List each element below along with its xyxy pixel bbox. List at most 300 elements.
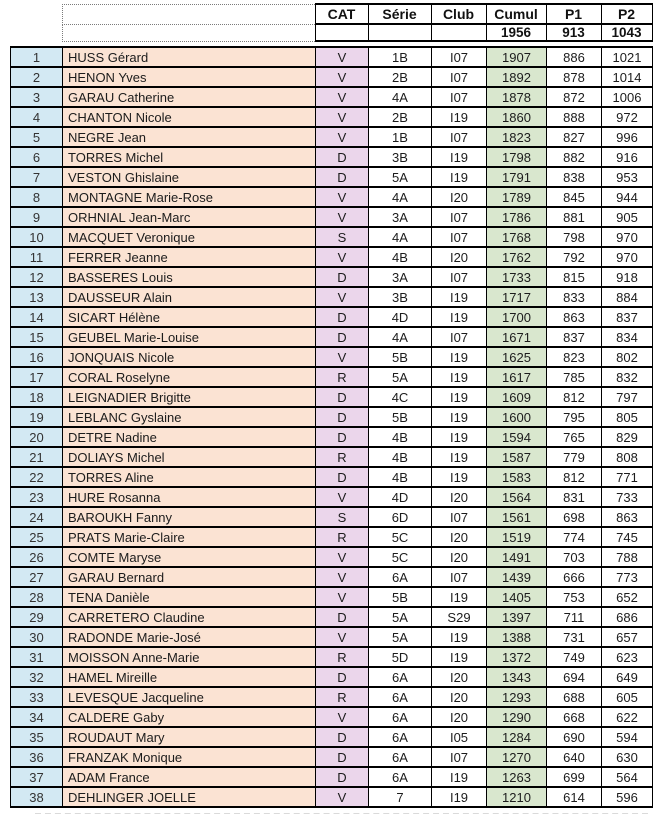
cat-cell[interactable]: D <box>316 327 369 347</box>
p1-cell[interactable]: 792 <box>547 247 602 267</box>
serie-cell[interactable]: 5D <box>369 647 432 667</box>
p1-cell[interactable]: 812 <box>547 467 602 487</box>
p2-cell[interactable]: 944 <box>602 187 653 207</box>
cat-cell[interactable]: V <box>316 67 369 87</box>
serie-cell[interactable]: 6A <box>369 667 432 687</box>
p2-cell[interactable]: 745 <box>602 527 653 547</box>
cumul-cell[interactable]: 1519 <box>487 527 547 547</box>
rank-cell[interactable]: 4 <box>11 107 63 127</box>
p2-cell[interactable]: 918 <box>602 267 653 287</box>
club-cell[interactable]: I19 <box>432 347 487 367</box>
name-cell[interactable]: DOLIAYS Michel <box>63 447 316 467</box>
serie-cell[interactable]: 1B <box>369 127 432 147</box>
name-cell[interactable]: LEVESQUE Jacqueline <box>63 687 316 707</box>
club-cell[interactable]: I07 <box>432 87 487 107</box>
totals-cumul[interactable]: 1956 <box>486 24 546 41</box>
cumul-cell[interactable]: 1270 <box>487 747 547 767</box>
rank-cell[interactable]: 6 <box>11 147 63 167</box>
cat-cell[interactable]: V <box>316 47 369 67</box>
p1-cell[interactable]: 694 <box>547 667 602 687</box>
p2-cell[interactable]: 1014 <box>602 67 653 87</box>
cumul-cell[interactable]: 1798 <box>487 147 547 167</box>
cumul-cell[interactable]: 1878 <box>487 87 547 107</box>
club-cell[interactable]: I19 <box>432 427 487 447</box>
cat-cell[interactable]: D <box>316 147 369 167</box>
serie-cell[interactable]: 4B <box>369 427 432 447</box>
p1-cell[interactable]: 886 <box>547 47 602 67</box>
p2-cell[interactable]: 797 <box>602 387 653 407</box>
rank-cell[interactable]: 26 <box>11 547 63 567</box>
name-cell[interactable]: MOISSON Anne-Marie <box>63 647 316 667</box>
header-p1[interactable]: P1 <box>546 4 601 24</box>
cat-cell[interactable]: R <box>316 687 369 707</box>
p2-cell[interactable]: 605 <box>602 687 653 707</box>
club-cell[interactable]: I19 <box>432 647 487 667</box>
cumul-cell[interactable]: 1491 <box>487 547 547 567</box>
club-cell[interactable]: I07 <box>432 507 487 527</box>
cumul-cell[interactable]: 1405 <box>487 587 547 607</box>
serie-cell[interactable]: 4A <box>369 327 432 347</box>
cat-cell[interactable]: D <box>316 307 369 327</box>
p2-cell[interactable]: 970 <box>602 227 653 247</box>
cat-cell[interactable]: D <box>316 767 369 787</box>
club-cell[interactable]: I19 <box>432 107 487 127</box>
club-cell[interactable]: I07 <box>432 207 487 227</box>
rank-cell[interactable]: 14 <box>11 307 63 327</box>
name-cell[interactable]: LEIGNADIER Brigitte <box>63 387 316 407</box>
name-cell[interactable]: TORRES Michel <box>63 147 316 167</box>
p2-cell[interactable]: 564 <box>602 767 653 787</box>
name-cell[interactable]: ROUDAUT Mary <box>63 727 316 747</box>
p1-cell[interactable]: 668 <box>547 707 602 727</box>
p1-cell[interactable]: 845 <box>547 187 602 207</box>
p1-cell[interactable]: 749 <box>547 647 602 667</box>
cat-cell[interactable]: V <box>316 187 369 207</box>
cat-cell[interactable]: V <box>316 287 369 307</box>
rank-cell[interactable]: 25 <box>11 527 63 547</box>
totals-rank-blank-cell[interactable] <box>10 24 62 41</box>
rank-cell[interactable]: 20 <box>11 427 63 447</box>
serie-cell[interactable]: 6A <box>369 767 432 787</box>
cumul-cell[interactable]: 1343 <box>487 667 547 687</box>
serie-cell[interactable]: 1B <box>369 47 432 67</box>
p1-cell[interactable]: 812 <box>547 387 602 407</box>
cumul-cell[interactable]: 1768 <box>487 227 547 247</box>
club-cell[interactable]: I19 <box>432 407 487 427</box>
serie-cell[interactable]: 3B <box>369 147 432 167</box>
cat-cell[interactable]: V <box>316 627 369 647</box>
rank-cell[interactable]: 2 <box>11 67 63 87</box>
rank-cell[interactable]: 29 <box>11 607 63 627</box>
club-cell[interactable]: I07 <box>432 47 487 67</box>
p2-cell[interactable]: 630 <box>602 747 653 767</box>
p2-cell[interactable]: 970 <box>602 247 653 267</box>
rank-cell[interactable]: 35 <box>11 727 63 747</box>
rank-cell[interactable]: 27 <box>11 567 63 587</box>
rank-cell[interactable]: 22 <box>11 467 63 487</box>
club-cell[interactable]: I19 <box>432 587 487 607</box>
club-cell[interactable]: I19 <box>432 287 487 307</box>
club-cell[interactable]: I19 <box>432 767 487 787</box>
name-cell[interactable]: HURE Rosanna <box>63 487 316 507</box>
club-cell[interactable]: S29 <box>432 607 487 627</box>
p2-cell[interactable]: 916 <box>602 147 653 167</box>
cumul-cell[interactable]: 1733 <box>487 267 547 287</box>
name-cell[interactable]: CARRETERO Claudine <box>63 607 316 627</box>
rank-cell[interactable]: 37 <box>11 767 63 787</box>
name-cell[interactable]: TORRES Aline <box>63 467 316 487</box>
p1-cell[interactable]: 833 <box>547 287 602 307</box>
name-cell[interactable]: CALDERE Gaby <box>63 707 316 727</box>
cumul-cell[interactable]: 1617 <box>487 367 547 387</box>
cat-cell[interactable]: V <box>316 587 369 607</box>
cat-cell[interactable]: D <box>316 667 369 687</box>
club-cell[interactable]: I20 <box>432 707 487 727</box>
serie-cell[interactable]: 5C <box>369 527 432 547</box>
rank-cell[interactable]: 30 <box>11 627 63 647</box>
p1-cell[interactable]: 785 <box>547 367 602 387</box>
serie-cell[interactable]: 4C <box>369 387 432 407</box>
club-cell[interactable]: I20 <box>432 667 487 687</box>
cumul-cell[interactable]: 1625 <box>487 347 547 367</box>
header-name-blank-cell[interactable] <box>62 4 315 24</box>
name-cell[interactable]: MACQUET Veronique <box>63 227 316 247</box>
serie-cell[interactable]: 5C <box>369 547 432 567</box>
cat-cell[interactable]: V <box>316 567 369 587</box>
name-cell[interactable]: DETRE Nadine <box>63 427 316 447</box>
p2-cell[interactable]: 884 <box>602 287 653 307</box>
p2-cell[interactable]: 596 <box>602 787 653 807</box>
p1-cell[interactable]: 882 <box>547 147 602 167</box>
name-cell[interactable]: SICART Hélène <box>63 307 316 327</box>
p1-cell[interactable]: 614 <box>547 787 602 807</box>
p1-cell[interactable]: 765 <box>547 427 602 447</box>
name-cell[interactable]: VESTON Ghislaine <box>63 167 316 187</box>
name-cell[interactable]: HENON Yves <box>63 67 316 87</box>
p1-cell[interactable]: 878 <box>547 67 602 87</box>
cat-cell[interactable]: V <box>316 247 369 267</box>
p2-cell[interactable]: 652 <box>602 587 653 607</box>
name-cell[interactable]: GEUBEL Marie-Louise <box>63 327 316 347</box>
p2-cell[interactable]: 905 <box>602 207 653 227</box>
serie-cell[interactable]: 5A <box>369 627 432 647</box>
p1-cell[interactable]: 640 <box>547 747 602 767</box>
cumul-cell[interactable]: 1564 <box>487 487 547 507</box>
cumul-cell[interactable]: 1823 <box>487 127 547 147</box>
p2-cell[interactable]: 622 <box>602 707 653 727</box>
rank-cell[interactable]: 13 <box>11 287 63 307</box>
serie-cell[interactable]: 4A <box>369 87 432 107</box>
club-cell[interactable]: I19 <box>432 147 487 167</box>
rank-cell[interactable]: 36 <box>11 747 63 767</box>
name-cell[interactable]: BASSERES Louis <box>63 267 316 287</box>
cumul-cell[interactable]: 1397 <box>487 607 547 627</box>
totals-cat-blank-cell[interactable] <box>315 24 368 41</box>
club-cell[interactable]: I20 <box>432 547 487 567</box>
p2-cell[interactable]: 834 <box>602 327 653 347</box>
name-cell[interactable]: TENA Danièle <box>63 587 316 607</box>
cumul-cell[interactable]: 1786 <box>487 207 547 227</box>
serie-cell[interactable]: 3A <box>369 267 432 287</box>
name-cell[interactable]: COMTE Maryse <box>63 547 316 567</box>
serie-cell[interactable]: 5A <box>369 607 432 627</box>
name-cell[interactable]: GARAU Bernard <box>63 567 316 587</box>
p1-cell[interactable]: 731 <box>547 627 602 647</box>
serie-cell[interactable]: 4B <box>369 447 432 467</box>
serie-cell[interactable]: 5B <box>369 347 432 367</box>
name-cell[interactable]: DAUSSEUR Alain <box>63 287 316 307</box>
cumul-cell[interactable]: 1609 <box>487 387 547 407</box>
club-cell[interactable]: I07 <box>432 747 487 767</box>
cumul-cell[interactable]: 1263 <box>487 767 547 787</box>
rank-cell[interactable]: 10 <box>11 227 63 247</box>
serie-cell[interactable]: 6A <box>369 727 432 747</box>
p2-cell[interactable]: 832 <box>602 367 653 387</box>
club-cell[interactable]: I20 <box>432 527 487 547</box>
serie-cell[interactable]: 5A <box>369 167 432 187</box>
name-cell[interactable]: PRATS Marie-Claire <box>63 527 316 547</box>
serie-cell[interactable]: 4A <box>369 187 432 207</box>
rank-cell[interactable]: 18 <box>11 387 63 407</box>
cat-cell[interactable]: D <box>316 747 369 767</box>
rank-cell[interactable]: 28 <box>11 587 63 607</box>
totals-p1[interactable]: 913 <box>546 24 601 41</box>
p1-cell[interactable]: 798 <box>547 227 602 247</box>
serie-cell[interactable]: 5A <box>369 367 432 387</box>
club-cell[interactable]: I07 <box>432 127 487 147</box>
p2-cell[interactable]: 649 <box>602 667 653 687</box>
rank-cell[interactable]: 19 <box>11 407 63 427</box>
name-cell[interactable]: GARAU Catherine <box>63 87 316 107</box>
cumul-cell[interactable]: 1284 <box>487 727 547 747</box>
club-cell[interactable]: I19 <box>432 387 487 407</box>
rank-cell[interactable]: 7 <box>11 167 63 187</box>
p1-cell[interactable]: 711 <box>547 607 602 627</box>
serie-cell[interactable]: 7 <box>369 787 432 807</box>
cat-cell[interactable]: V <box>316 487 369 507</box>
header-club[interactable]: Club <box>431 4 486 24</box>
cat-cell[interactable]: R <box>316 647 369 667</box>
totals-club-blank-cell[interactable] <box>431 24 486 41</box>
cat-cell[interactable]: R <box>316 527 369 547</box>
p1-cell[interactable]: 888 <box>547 107 602 127</box>
p1-cell[interactable]: 703 <box>547 547 602 567</box>
club-cell[interactable]: I19 <box>432 627 487 647</box>
cumul-cell[interactable]: 1762 <box>487 247 547 267</box>
rank-cell[interactable]: 11 <box>11 247 63 267</box>
club-cell[interactable]: I07 <box>432 67 487 87</box>
cat-cell[interactable]: R <box>316 447 369 467</box>
cumul-cell[interactable]: 1293 <box>487 687 547 707</box>
rank-cell[interactable]: 12 <box>11 267 63 287</box>
p1-cell[interactable]: 837 <box>547 327 602 347</box>
serie-cell[interactable]: 4D <box>369 307 432 327</box>
totals-name-blank-cell[interactable] <box>62 24 315 41</box>
serie-cell[interactable]: 3A <box>369 207 432 227</box>
name-cell[interactable]: RADONDE Marie-José <box>63 627 316 647</box>
p1-cell[interactable]: 699 <box>547 767 602 787</box>
p2-cell[interactable]: 972 <box>602 107 653 127</box>
p2-cell[interactable]: 996 <box>602 127 653 147</box>
name-cell[interactable]: FRANZAK Monique <box>63 747 316 767</box>
name-cell[interactable]: JONQUAIS Nicole <box>63 347 316 367</box>
club-cell[interactable]: I19 <box>432 167 487 187</box>
cat-cell[interactable]: V <box>316 87 369 107</box>
p2-cell[interactable]: 594 <box>602 727 653 747</box>
club-cell[interactable]: I07 <box>432 267 487 287</box>
header-serie[interactable]: Série <box>368 4 431 24</box>
cumul-cell[interactable]: 1600 <box>487 407 547 427</box>
rank-cell[interactable]: 15 <box>11 327 63 347</box>
rank-cell[interactable]: 33 <box>11 687 63 707</box>
cat-cell[interactable]: S <box>316 507 369 527</box>
p1-cell[interactable]: 666 <box>547 567 602 587</box>
p2-cell[interactable]: 802 <box>602 347 653 367</box>
p1-cell[interactable]: 698 <box>547 507 602 527</box>
p1-cell[interactable]: 831 <box>547 487 602 507</box>
p2-cell[interactable]: 808 <box>602 447 653 467</box>
p1-cell[interactable]: 690 <box>547 727 602 747</box>
cat-cell[interactable]: V <box>316 707 369 727</box>
club-cell[interactable]: I07 <box>432 567 487 587</box>
club-cell[interactable]: I19 <box>432 787 487 807</box>
p1-cell[interactable]: 838 <box>547 167 602 187</box>
header-p2[interactable]: P2 <box>601 4 652 24</box>
rank-cell[interactable]: 34 <box>11 707 63 727</box>
p2-cell[interactable]: 1006 <box>602 87 653 107</box>
rank-cell[interactable]: 8 <box>11 187 63 207</box>
rank-cell[interactable]: 1 <box>11 47 63 67</box>
club-cell[interactable]: I19 <box>432 447 487 467</box>
cat-cell[interactable]: S <box>316 227 369 247</box>
p1-cell[interactable]: 815 <box>547 267 602 287</box>
cat-cell[interactable]: D <box>316 267 369 287</box>
p1-cell[interactable]: 774 <box>547 527 602 547</box>
rank-cell[interactable]: 38 <box>11 787 63 807</box>
rank-cell[interactable]: 21 <box>11 447 63 467</box>
club-cell[interactable]: I07 <box>432 327 487 347</box>
cumul-cell[interactable]: 1583 <box>487 467 547 487</box>
p1-cell[interactable]: 827 <box>547 127 602 147</box>
club-cell[interactable]: I19 <box>432 307 487 327</box>
p1-cell[interactable]: 795 <box>547 407 602 427</box>
serie-cell[interactable]: 4B <box>369 247 432 267</box>
cumul-cell[interactable]: 1388 <box>487 627 547 647</box>
name-cell[interactable]: FERRER Jeanne <box>63 247 316 267</box>
serie-cell[interactable]: 4D <box>369 487 432 507</box>
header-cumul[interactable]: Cumul <box>486 4 546 24</box>
cumul-cell[interactable]: 1907 <box>487 47 547 67</box>
p2-cell[interactable]: 686 <box>602 607 653 627</box>
cat-cell[interactable]: D <box>316 387 369 407</box>
cat-cell[interactable]: V <box>316 547 369 567</box>
name-cell[interactable]: HAMEL Mireille <box>63 667 316 687</box>
name-cell[interactable]: BAROUKH Fanny <box>63 507 316 527</box>
club-cell[interactable]: I20 <box>432 487 487 507</box>
cat-cell[interactable]: D <box>316 407 369 427</box>
p2-cell[interactable]: 771 <box>602 467 653 487</box>
rank-cell[interactable]: 9 <box>11 207 63 227</box>
rank-cell[interactable]: 32 <box>11 667 63 687</box>
cumul-cell[interactable]: 1290 <box>487 707 547 727</box>
serie-cell[interactable]: 6A <box>369 567 432 587</box>
serie-cell[interactable]: 6A <box>369 747 432 767</box>
name-cell[interactable]: MONTAGNE Marie-Rose <box>63 187 316 207</box>
name-cell[interactable]: DEHLINGER JOELLE <box>63 787 316 807</box>
name-cell[interactable]: HUSS Gérard <box>63 47 316 67</box>
club-cell[interactable]: I05 <box>432 727 487 747</box>
serie-cell[interactable]: 6A <box>369 687 432 707</box>
p2-cell[interactable]: 623 <box>602 647 653 667</box>
p1-cell[interactable]: 753 <box>547 587 602 607</box>
p1-cell[interactable]: 823 <box>547 347 602 367</box>
club-cell[interactable]: I20 <box>432 187 487 207</box>
cat-cell[interactable]: D <box>316 727 369 747</box>
cumul-cell[interactable]: 1791 <box>487 167 547 187</box>
serie-cell[interactable]: 2B <box>369 107 432 127</box>
p1-cell[interactable]: 881 <box>547 207 602 227</box>
club-cell[interactable]: I20 <box>432 247 487 267</box>
serie-cell[interactable]: 4A <box>369 227 432 247</box>
serie-cell[interactable]: 2B <box>369 67 432 87</box>
p2-cell[interactable]: 733 <box>602 487 653 507</box>
totals-serie-blank-cell[interactable] <box>368 24 431 41</box>
cat-cell[interactable]: V <box>316 347 369 367</box>
name-cell[interactable]: CHANTON Nicole <box>63 107 316 127</box>
p1-cell[interactable]: 779 <box>547 447 602 467</box>
cat-cell[interactable]: V <box>316 107 369 127</box>
serie-cell[interactable]: 5B <box>369 407 432 427</box>
rank-cell[interactable]: 17 <box>11 367 63 387</box>
name-cell[interactable]: LEBLANC Gyslaine <box>63 407 316 427</box>
club-cell[interactable]: I19 <box>432 367 487 387</box>
p2-cell[interactable]: 863 <box>602 507 653 527</box>
cumul-cell[interactable]: 1860 <box>487 107 547 127</box>
cumul-cell[interactable]: 1671 <box>487 327 547 347</box>
cat-cell[interactable]: V <box>316 127 369 147</box>
cumul-cell[interactable]: 1594 <box>487 427 547 447</box>
p2-cell[interactable]: 1021 <box>602 47 653 67</box>
club-cell[interactable]: I19 <box>432 467 487 487</box>
p1-cell[interactable]: 688 <box>547 687 602 707</box>
name-cell[interactable]: ORHNIAL Jean-Marc <box>63 207 316 227</box>
cumul-cell[interactable]: 1210 <box>487 787 547 807</box>
p1-cell[interactable]: 863 <box>547 307 602 327</box>
cat-cell[interactable]: R <box>316 367 369 387</box>
p2-cell[interactable]: 773 <box>602 567 653 587</box>
cat-cell[interactable]: D <box>316 607 369 627</box>
serie-cell[interactable]: 6A <box>369 707 432 727</box>
p2-cell[interactable]: 788 <box>602 547 653 567</box>
rank-cell[interactable]: 24 <box>11 507 63 527</box>
cumul-cell[interactable]: 1700 <box>487 307 547 327</box>
cumul-cell[interactable]: 1587 <box>487 447 547 467</box>
cumul-cell[interactable]: 1892 <box>487 67 547 87</box>
rank-cell[interactable]: 31 <box>11 647 63 667</box>
p2-cell[interactable]: 657 <box>602 627 653 647</box>
club-cell[interactable]: I20 <box>432 687 487 707</box>
serie-cell[interactable]: 3B <box>369 287 432 307</box>
header-rank-blank-cell[interactable] <box>10 4 62 24</box>
rank-cell[interactable]: 3 <box>11 87 63 107</box>
name-cell[interactable]: ADAM France <box>63 767 316 787</box>
club-cell[interactable]: I07 <box>432 227 487 247</box>
cumul-cell[interactable]: 1789 <box>487 187 547 207</box>
totals-p2[interactable]: 1043 <box>601 24 652 41</box>
cat-cell[interactable]: D <box>316 427 369 447</box>
serie-cell[interactable]: 5B <box>369 587 432 607</box>
cumul-cell[interactable]: 1561 <box>487 507 547 527</box>
